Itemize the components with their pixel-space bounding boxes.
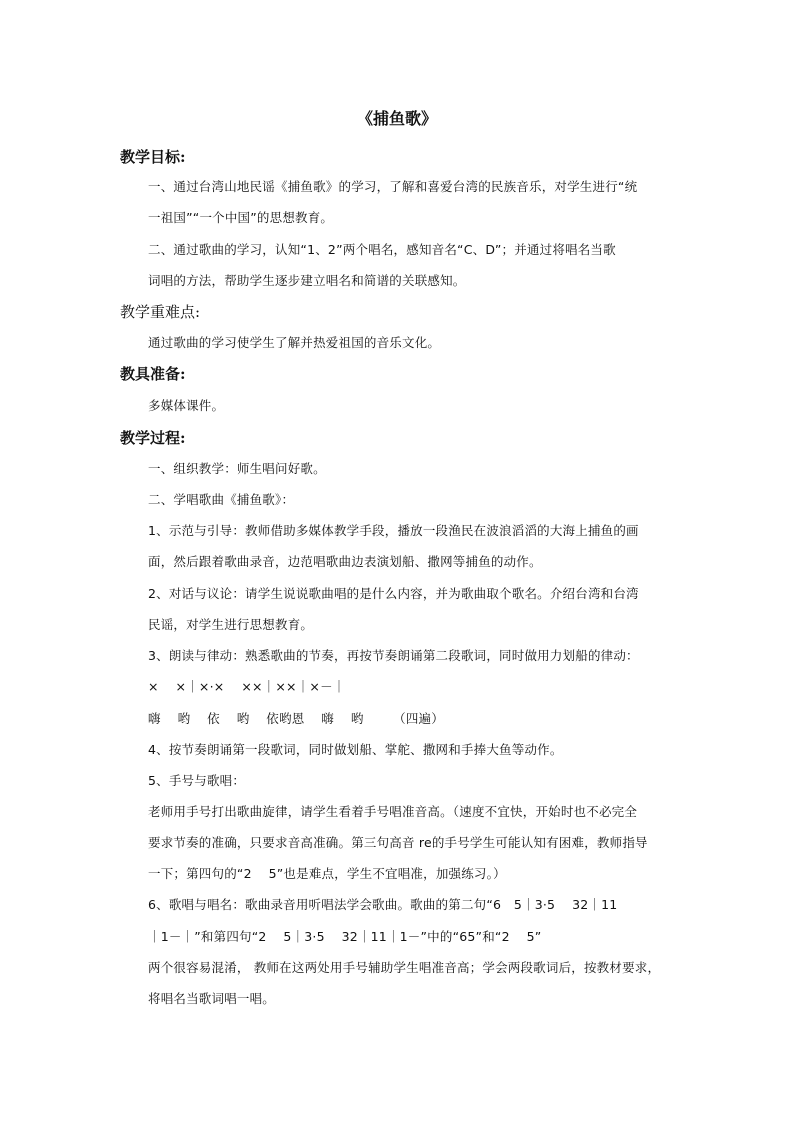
process-step-4-line-1: 2、对话与议论：请学生说说歌曲唱的是什么内容，并为歌曲取个歌名。介绍台湾和台湾	[148, 586, 639, 601]
goals-heading: 教学目标:	[120, 148, 186, 166]
process-step-3-line-2: 面，然后跟着歌曲录音，边范唱歌曲边表演划船、撒网等捕鱼的动作。	[148, 554, 542, 569]
goal-2-line-2: 词唱的方法，帮助学生逐步建立唱名和简谱的关联感知。	[148, 273, 466, 288]
process-step-1: 一、组织教学：师生唱问好歌。	[148, 461, 326, 476]
process-step-3-line-1: 1、示范与引导：教师借助多媒体教学手段，播放一段渔民在波浪滔滔的大海上捕鱼的画	[148, 523, 639, 538]
goal-1-line-1: 一、通过台湾山地民谣《捕鱼歌》的学习，了解和喜爱台湾的民族音乐，对学生进行“统	[148, 179, 638, 194]
process-step-8-line-2: 要求节奏的准确，只要求音高准确。第三句高音 re的手号学生可能认知有困难，教师指导	[148, 835, 648, 850]
process-step-2: 二、学唱歌曲《捕鱼歌》：	[148, 492, 295, 507]
process-step-9-line-1: 6、歌唱与唱名：歌曲录音用听唱法学会歌曲。歌曲的第二句“6 5｜3·5 32｜11	[148, 897, 618, 912]
rhythm-notation: × ×｜×·× ××｜××｜×－｜	[148, 679, 346, 694]
tools-heading: 教具准备:	[120, 365, 186, 383]
process-heading: 教学过程:	[120, 429, 186, 447]
key-points-heading: 教学重难点:	[120, 303, 201, 321]
process-step-4-line-2: 民谣，对学生进行思想教育。	[148, 617, 314, 632]
process-step-7: 5、手号与歌唱：	[148, 773, 246, 788]
process-step-5: 3、朗读与律动：熟悉歌曲的节奏，再按节奏朗诵第二段歌词，同时做用力划船的律动：	[148, 648, 639, 663]
goal-2-line-1: 二、通过歌曲的学习，认知“1、2”两个唱名，感知音名“C、D”；并通过将唱名当歌	[148, 242, 616, 257]
process-step-8-line-1: 老师用手号打出歌曲旋律，请学生看着手号唱准音高。（速度不宜快，开始时也不必完全	[148, 804, 638, 819]
process-step-8-line-3: 一下；第四句的“2 5”也是难点，学生不宜唱准，加强练习。）	[148, 866, 506, 881]
tools-text: 多媒体课件。	[148, 398, 225, 413]
process-step-9-line-4: 将唱名当歌词唱一唱。	[148, 991, 276, 1006]
process-step-9-line-3: 两个很容易混淆， 教师在这两处用手号辅助学生唱准音高；学会两段歌词后，按教材要求，	[148, 960, 661, 975]
rhythm-lyrics: 嗨 哟 依 哟 依哟恩 嗨 哟 （四遍）	[148, 711, 444, 726]
process-step-9-line-2: ｜1－｜”和第四句“2 5｜3·5 32｜11｜1－”中的“65”和“2 5”	[148, 929, 542, 944]
process-step-6: 4、按节奏朗诵第一段歌词，同时做划船、掌舵、撒网和手捧大鱼等动作。	[148, 742, 563, 757]
key-points-text: 通过歌曲的学习使学生了解并热爱祖国的音乐文化。	[148, 335, 441, 350]
page-title: 《捕鱼歌》	[356, 109, 437, 128]
goal-1-line-2: 一祖国”“一个中国”的思想教育。	[148, 210, 334, 225]
